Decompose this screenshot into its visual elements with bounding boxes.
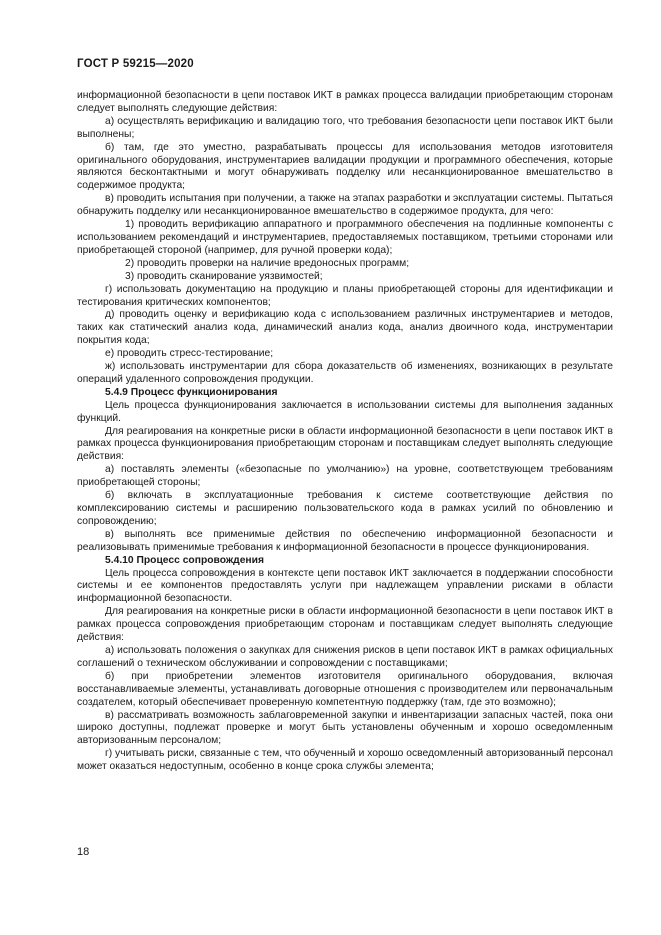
list-item: в) выполнять все применимые действия по обеспечению информационной безопасности и реализовывать применимые требования к информационной безопасности в процессе функционирования. bbox=[77, 528, 613, 553]
list-item: д) проводить оценку и верификацию кода с использованием различных инструментариев и методов, таких как статический анализ кода, динамический анализ кода, анализ двоичного кода, инструментарии покрытия кода; bbox=[77, 309, 613, 347]
sub-list-item: 1) проводить верификацию аппаратного и программного обеспечения на подлинные компоненты с использованием рекомендаций и инструментариев, предоставляемых поставщиком, третьими сторонами или приобретающей стороной (например, для ручной проверки кода); bbox=[77, 219, 613, 256]
section-heading: 5.4.10 Процесс сопровождения bbox=[105, 554, 264, 566]
paragraph: Цель процесса сопровождения в контексте цепи поставок ИКТ заключается в поддержании способности системы и ее компонентов предоставлять услуги при надлежащем управлении рисками в области информационной безопасности. bbox=[77, 567, 613, 605]
paragraph: Для реагирования на конкретные риски в области информационной безопасности в цепи поставок ИКТ в рамках процесса сопровождения приобретающим сторонам и поставщикам следует выполнять следующие действия: bbox=[77, 606, 613, 644]
sub-list-item: 2) проводить проверки на наличие вредоносных программ; bbox=[125, 257, 410, 269]
list-item: б) включать в эксплуатационные требования к системе соответствующие действия по комплексированию системы и расширению пользовательского кода в рамках усилий по обновлению и сопровождению; bbox=[77, 490, 613, 527]
section-heading: 5.4.9 Процесс функционирования bbox=[105, 386, 278, 398]
list-item: г) использовать документацию на продукцию и планы приобретающей стороны для идентификации и тестирования критических компонентов; bbox=[77, 283, 613, 308]
list-item: в) проводить испытания при получении, а также на этапах разработки и эксплуатации системы. Пытаться обнаружить подделку или несанкционированное вмешательство в содержимое продукта, для чего: bbox=[77, 193, 613, 218]
list-item: а) осуществлять верификацию и валидацию того, что требования безопасности цепи поставок ИКТ были выполнены; bbox=[77, 115, 613, 140]
list-item: ж) использовать инструментарии для сбора доказательств об изменениях, возникающих в результате операций удаленного сопровождения продукции. bbox=[77, 361, 613, 385]
list-item: в) рассматривать возможность заблаговременной закупки и инвентаризации запасных частей, пока они широко доступны, подлежат проверке и могут быть установлены обученным и хорошо осведомленным авторизованным персоналом; bbox=[77, 709, 613, 747]
list-item: а) использовать положения о закупках для снижения рисков в цепи поставок ИКТ в рамках официальных соглашений о техническом обслуживании и сопровождении с поставщиками; bbox=[77, 644, 613, 669]
paragraph: Цель процесса функционирования заключается в использовании системы для выполнения заданных функций. bbox=[77, 399, 613, 424]
page-number: 18 bbox=[77, 846, 90, 858]
list-item: г) учитывать риски, связанные с тем, что обученный и хорошо осведомленный авторизованный персонал может оказаться недоступным, особенно в конце срока службы элемента; bbox=[77, 748, 613, 773]
sub-list-item: 3) проводить сканирование уязвимостей; bbox=[125, 270, 323, 282]
list-item: б) при приобретении элементов изготовителя оригинального оборудования, включая восстанавливаемые элементы, устанавливать договорные отношения с производителем или первоначальным создателем, который обеспечивает проверенную компетентную поддержку (там, где это возможно); bbox=[77, 670, 613, 708]
list-item: а) поставлять элементы («безопасные по умолчанию») на уровне, соответствующем требованиям приобретающей стороны; bbox=[77, 464, 613, 489]
paragraph: Для реагирования на конкретные риски в области информационной безопасности в цепи поставок ИКТ в рамках процесса функционирования приобретающим сторонам и поставщикам следует выполнять следующие действия: bbox=[77, 425, 613, 463]
paragraph: информационной безопасности в цепи поставок ИКТ в рамках процесса валидации приобретающим сторонам следует выполнять следующие действия: bbox=[77, 90, 613, 114]
list-item: б) там, где это уместно, разрабатывать процессы для использования методов изготовителя оригинального оборудования, инструментариев валидации продукции и программного обеспечения, которые являются бесконтактными и могут обнаруживать подделку или несанкционированное вмешательство в содержимое продукта; bbox=[77, 141, 613, 192]
document-body bbox=[77, 90, 613, 774]
document-header: ГОСТ Р 59215—2020 bbox=[77, 58, 194, 70]
list-item: е) проводить стресс-тестирование; bbox=[105, 348, 274, 360]
